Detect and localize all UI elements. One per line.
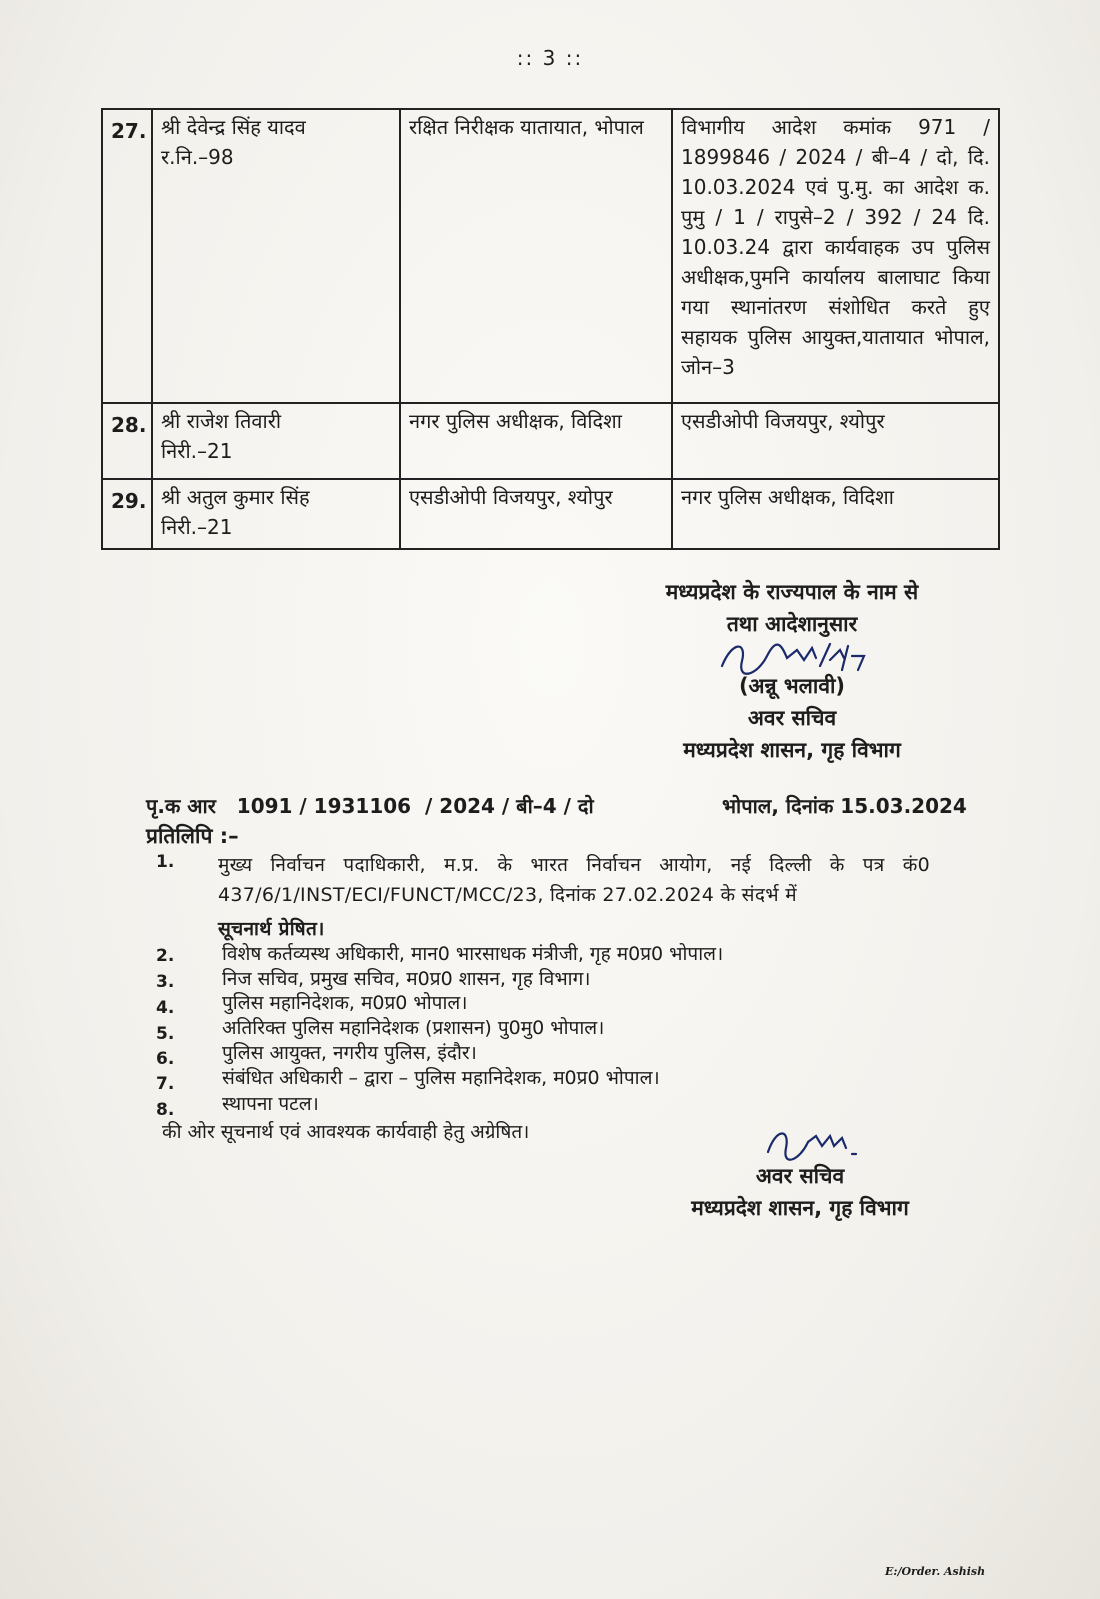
list-item-text: मुख्य निर्वाचन पदाधिकारी, म.प्र. के भारत निर्वाचन आयोग, नई दिल्ली के पत्र कं0 437/6/1/INST/ECI/FUNCT/MCC/23, दिनांक 27.02.2024 के संदर्भ में xyxy=(218,854,930,906)
officer-rank: निरी.–21 xyxy=(161,515,233,539)
list-number: 6. xyxy=(156,1049,175,1069)
handwritten-signature-1 xyxy=(632,640,952,684)
new-posting: एसडीओपी विजयपुर, श्योपुर xyxy=(672,403,999,479)
table-row xyxy=(102,109,999,403)
list-item: संबंधित अधिकारी – द्वारा – पुलिस महानिदेशक, म0प्र0 भोपाल। xyxy=(222,1067,660,1089)
table-row xyxy=(102,479,999,549)
officer-name: श्री अतुल कुमार सिंह xyxy=(161,485,310,509)
current-posting: नगर पुलिस अधीक्षक, विदिशा xyxy=(400,403,672,479)
list-item-tail: सूचनार्थ प्रेषित। xyxy=(218,918,325,940)
transfer-table xyxy=(101,108,1000,550)
list-item: विशेष कर्तव्यस्थ अधिकारी, मान0 भारसाधक मंत्रीजी, गृह म0प्र0 भोपाल। xyxy=(222,943,724,965)
authority-line-1: मध्यप्रदेश के राज्यपाल के नाम से xyxy=(665,580,919,604)
list-item: अतिरिक्त पुलिस महानिदेशक (प्रशासन) पु0मु0 भोपाल। xyxy=(222,1017,605,1039)
new-posting: नगर पुलिस अधीक्षक, विदिशा xyxy=(672,479,999,549)
reference-date: भोपाल, दिनांक 15.03.2024 xyxy=(722,794,967,818)
signature-block-2 xyxy=(650,1160,950,1224)
officer-cell xyxy=(152,109,400,403)
copy-label: प्रतिलिपि :– xyxy=(146,824,239,848)
list-number: 8. xyxy=(156,1100,175,1120)
serial-number: 28. xyxy=(102,403,152,479)
reference-number: पृ.क आर 1091 / 1931106 / 2024 / बी–4 / दो xyxy=(146,794,594,818)
authority-line-2: तथा आदेशानुसार xyxy=(726,612,858,636)
page-number: :: 3 :: xyxy=(516,46,584,70)
list-item: स्थापना पटल। xyxy=(222,1093,319,1115)
list-item xyxy=(218,850,930,944)
list-number: 1. xyxy=(156,852,175,872)
handwritten-signature-2 xyxy=(650,1130,950,1160)
closing-line: की ओर सूचनार्थ एवं आवश्यक कार्यवाही हेतु अग्रेषित। xyxy=(162,1121,530,1143)
signatory-designation: अवर सचिव xyxy=(747,706,837,730)
list-item: पुलिस महानिदेशक, म0प्र0 भोपाल। xyxy=(222,992,468,1014)
officer-cell xyxy=(152,403,400,479)
list-number: 7. xyxy=(156,1074,175,1094)
list-number: 5. xyxy=(156,1024,175,1044)
signatory-name: (अन्नू भलावी) xyxy=(738,674,846,698)
serial-number: 27. xyxy=(102,109,152,403)
list-item: निज सचिव, प्रमुख सचिव, म0प्र0 शासन, गृह विभाग। xyxy=(222,968,591,990)
signature-scribble-icon xyxy=(760,1124,880,1168)
list-item: पुलिस आयुक्त, नगरीय पुलिस, इंदौर। xyxy=(222,1042,477,1064)
list-number: 4. xyxy=(156,998,175,1018)
officer-rank: निरी.–21 xyxy=(161,439,233,463)
current-posting: रक्षित निरीक्षक यातायात, भोपाल xyxy=(400,109,672,403)
signatory-department: मध्यप्रदेश शासन, गृह विभाग xyxy=(683,738,901,762)
officer-cell xyxy=(152,479,400,549)
serial-number: 29. xyxy=(102,479,152,549)
footer-path: E:/Order. Ashish xyxy=(885,1565,986,1578)
table-row xyxy=(102,403,999,479)
signature-block-1 xyxy=(632,576,952,766)
officer-name: श्री राजेश तिवारी xyxy=(161,409,282,433)
officer-name: श्री देवेन्द्र सिंह यादव xyxy=(161,115,306,139)
signature-scribble-icon xyxy=(712,636,872,688)
signatory-department: मध्यप्रदेश शासन, गृह विभाग xyxy=(691,1196,909,1220)
list-number: 2. xyxy=(156,946,175,966)
current-posting: एसडीओपी विजयपुर, श्योपुर xyxy=(400,479,672,549)
list-number: 3. xyxy=(156,972,175,992)
new-posting: विभागीय आदेश कमांक 971 / 1899846 / 2024 / बी–4 / दो, दि. 10.03.2024 एवं पु.मु. का आदेश क. पुमु / 1 / रापुसे–2 / 392 / 24 दि. 10.03.24 द्वारा कार्यवाहक उप पुलिस अधीक्षक,पुमनि कार्यालय बालाघाट किया गया स्थानांतरण संशोधित करते हुए सहायक पुलिस आयुक्त,यातायात भोपाल, जोन–3 xyxy=(672,109,999,403)
signatory-designation: अवर सचिव xyxy=(755,1164,845,1188)
officer-rank: र.नि.–98 xyxy=(161,145,234,169)
